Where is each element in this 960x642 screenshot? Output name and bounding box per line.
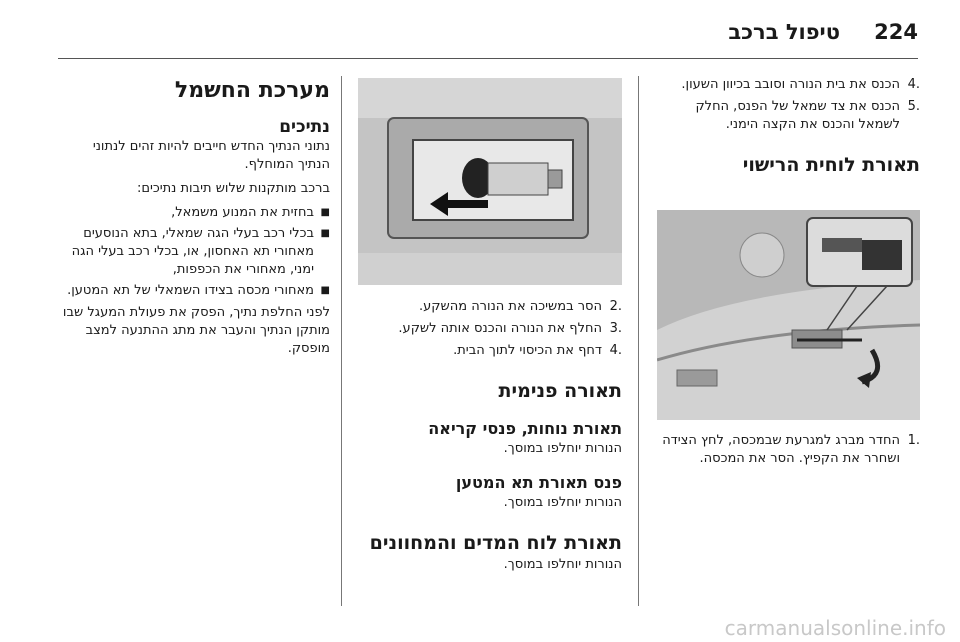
title-electrical-system: מערכת החשמל — [174, 78, 330, 103]
column-divider-left — [341, 76, 342, 606]
step-3: .3 החלף את הנורה והכנס אותה לשקע. — [398, 321, 622, 336]
list-item: ■ מאחורי מכסה בצידו השמאלי של תא המטען. — [67, 283, 330, 298]
fuses-intro: נתוני הנתיך החדש חייבים להיות זהים לנתוני הנתיך המוחלף. — [92, 139, 330, 172]
title-interior-lighting: תאורה פנימית — [498, 380, 622, 402]
step-1: .1 החדר מברג למגרעת שבמכסה, לחץ הצידה ושחרר את הקפיץ. הסר את המכסה. — [662, 433, 920, 466]
boot-light-text: הנורות יוחלפו במוסך. — [503, 495, 622, 510]
title-instrument-lighting: תאורת לוח המדים והמחוונים — [369, 532, 622, 554]
right-column — [654, 76, 920, 178]
fuse-replacement-note: לפני החלפת נתיך, הפסק את פעולת המעגל שבו מותקן הנתיך והעבר את מתג ההתנעה למצב מופסק. — [62, 305, 330, 356]
right-column-bottom — [654, 432, 920, 472]
step-5: .5 הכנס את צד שמאל של הפנס, החלק לשמאל והכנס את הקצה הימני. — [695, 99, 920, 132]
list-item: ■ בחזית את המנוע משמאל, — [171, 205, 330, 220]
license-plate-illustration — [657, 210, 920, 420]
bulb-socket-illustration — [358, 78, 622, 285]
section-title-license-plate: תאורת לוחית הרישוי — [742, 154, 920, 176]
running-head: טיפול ברכב — [728, 20, 840, 44]
bulb-socket-photo — [358, 78, 622, 285]
subtitle-boot-light: פנס תאורת תא המטען — [455, 473, 622, 492]
list-item: ■ בכלי רכב בעלי הגה שמאלי, בתא הנוסעים מאחורי תא האחסון, או, בכלי רכב בעלי הגה ימני, מאחורי את הכפפות, — [71, 226, 330, 277]
step-4-mid: .4 דחף את הכיסוי לתוך הבית. — [453, 343, 622, 358]
courtesy-lights-text: הנורות יוחלפו במוסך. — [503, 441, 622, 456]
fuses-intro-2: ברכב מותקנות שלוש תיבות נתיכים: — [136, 181, 330, 196]
middle-column — [356, 298, 622, 574]
left-column — [58, 76, 330, 358]
column-divider-right — [638, 76, 639, 606]
instrument-lighting-text: הנורות יוחלפו במוסך. — [503, 557, 622, 572]
header-rule — [58, 58, 918, 59]
fuse-box-list — [58, 204, 330, 300]
watermark: carmanualsonline.info — [724, 616, 946, 640]
page-number: 224 — [874, 20, 918, 44]
page-header — [0, 0, 960, 60]
step-4: .4 הכנס את בית הנורה וסובב בכיוון השעון. — [681, 77, 920, 92]
step-2: .2 הסר במשיכה את הנורה מהשקע. — [419, 299, 622, 314]
license-plate-lamp-photo — [657, 210, 920, 420]
subtitle-fuses: נתיכים — [279, 117, 330, 137]
subtitle-courtesy-lights: תאורת נוחות, פנסי קריאה — [428, 419, 622, 438]
